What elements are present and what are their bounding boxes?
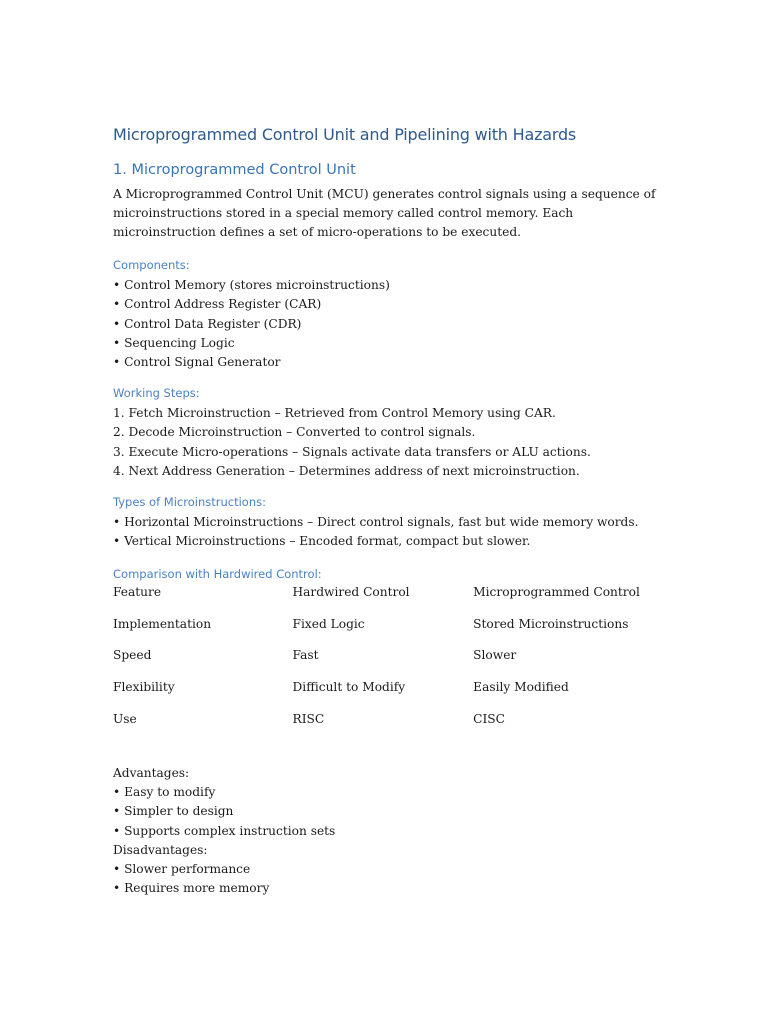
table-cell: Slower — [473, 648, 517, 663]
table-row — [113, 617, 673, 649]
table-cell: Implementation — [113, 616, 212, 631]
table-cell: Hardwired Control — [292, 585, 410, 599]
list-item: • Control Memory (stores microinstructions) — [113, 278, 390, 292]
list-item: • Sequencing Logic — [113, 335, 235, 350]
comparison-table — [113, 585, 673, 743]
list-item: • Control Address Register (CAR) — [113, 297, 322, 312]
list-item: • Control Data Register (CDR) — [113, 316, 302, 331]
table-cell: Microprogrammed Control — [473, 585, 640, 599]
list-item: • Slower performance — [113, 862, 251, 876]
working-steps-list — [113, 404, 591, 481]
document-title: Microprogrammed Control Unit and Pipelining with Hazards — [113, 125, 577, 144]
table-row — [113, 712, 673, 744]
types-list — [113, 513, 638, 552]
components-heading: Components: — [113, 258, 190, 272]
disadvantages-list — [113, 860, 269, 899]
list-item: 1. Fetch Microinstruction – Retrieved from Control Memory using CAR. — [113, 406, 556, 420]
table-row — [113, 585, 673, 617]
list-item: • Supports complex instruction sets — [113, 823, 336, 838]
working-steps-heading: Working Steps: — [113, 386, 200, 400]
table-cell: Use — [113, 711, 137, 726]
table-cell: RISC — [292, 711, 325, 726]
intro-paragraph: A Microprogrammed Control Unit (MCU) generates control signals using a sequence of microinstructions stored in a special memory called control memory. Each microinstruction defines a set of micro-operations to be executed. — [113, 187, 656, 240]
table-cell: Speed — [113, 648, 152, 663]
list-item: • Easy to modify — [113, 785, 216, 799]
types-heading: Types of Microinstructions: — [113, 495, 266, 509]
table-cell: Easily Modified — [473, 680, 569, 695]
list-item: • Simpler to design — [113, 804, 234, 819]
table-row — [113, 648, 673, 680]
table-cell: Feature — [113, 585, 162, 599]
table-cell: Flexibility — [113, 680, 175, 695]
list-item: • Horizontal Microinstructions – Direct control signals, fast but wide memory words. — [113, 515, 639, 529]
table-cell: Fast — [292, 648, 319, 663]
table-cell: CISC — [473, 711, 505, 726]
table-cell: Stored Microinstructions — [473, 616, 629, 631]
section-heading: 1. Microprogrammed Control Unit — [113, 162, 356, 178]
advantages-list — [113, 783, 335, 841]
list-item: • Control Signal Generator — [113, 355, 281, 370]
list-item: 4. Next Address Generation – Determines address of next microinstruction. — [113, 463, 580, 478]
list-item: 2. Decode Microinstruction – Converted to control signals. — [113, 425, 476, 440]
list-item: 3. Execute Micro-operations – Signals activate data transfers or ALU actions. — [113, 444, 591, 459]
components-list — [113, 276, 390, 372]
list-item: • Vertical Microinstructions – Encoded format, compact but slower. — [113, 534, 531, 549]
list-item: • Requires more memory — [113, 881, 270, 896]
advantages-label: Advantages: — [113, 766, 190, 780]
comparison-heading: Comparison with Hardwired Control: — [113, 567, 322, 581]
table-cell: Difficult to Modify — [292, 680, 406, 695]
table-row — [113, 680, 673, 712]
disadvantages-label: Disadvantages: — [113, 843, 208, 857]
table-cell: Fixed Logic — [292, 616, 365, 631]
